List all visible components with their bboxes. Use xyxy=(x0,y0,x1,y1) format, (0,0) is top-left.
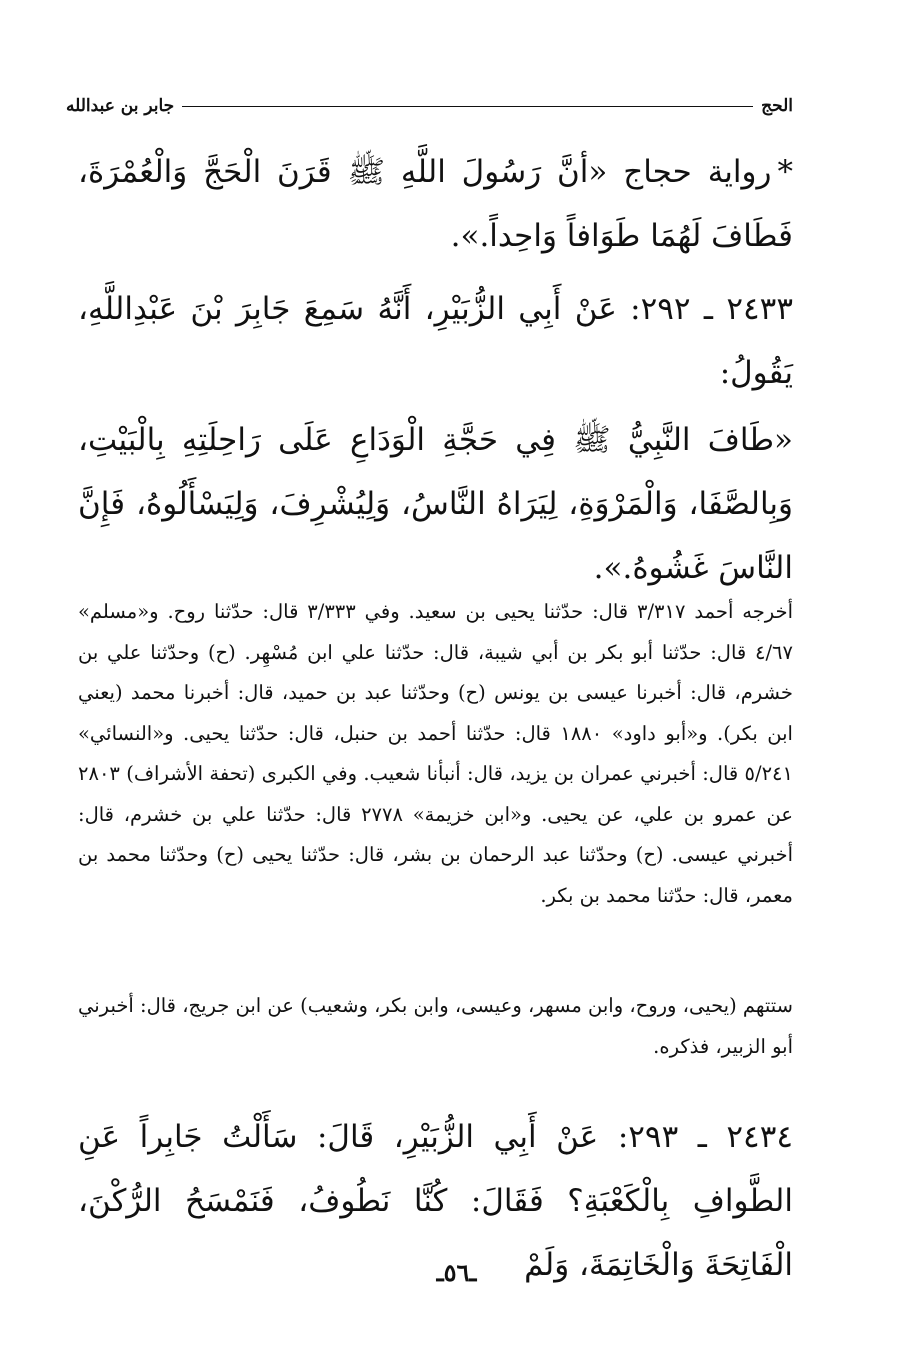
takhrij-text: أخرجه أحمد ٣/٣١٧ قال: حدّثنا يحيى بن سعيد. وفي ٣/٣٣٣ قال: حدّثنا روح. و«مسلم» ٤/٦٧ قال: حدّثنا أبو بكر بن أبي شيبة، قال: حدّثنا علي ابن مُسْهِر. (ح) وحدّثنا علي بن خشرم، قال: أخبرنا عيسى بن يونس (ح) وحدّثنا عبد بن حميد، قال: أخبرنا محمد (يعني ابن بكر). و«أبو داود» ١٨٨٠ قال: حدّثنا أحمد بن حنبل، قال: حدّثنا يحيى. و«النسائي» ٥/٢٤١ قال: أخبرني عمران بن يزيد، قال: أنبأنا شعيب. وفي الكبرى (تحفة الأشراف) ٢٨٠٣ عن عمرو بن علي، عن يحيى. و«ابن خزيمة» ٢٧٧٨ قال: حدّثنا علي بن خشرم، قال: أخبرني عيسى. (ح) وحدّثنا عبد الرحمان بن بشر، قال: حدّثنا يحيى (ح) وحدّثنا محمد بن معمر، قال: حدّثنا محمد بن بكر. xyxy=(78,600,793,907)
header-rule xyxy=(182,106,753,107)
hadith-2433-intro xyxy=(78,277,793,405)
section-title: جابر بن عبدالله xyxy=(66,96,175,116)
hadith-intro-text: ٢٤٣٣ ـ ٢٩٢: عَنْ أَبِي الزُّبَيْرِ، أَنَّهُ سَمِعَ جَابِرَ بْنَ عَبْدِاللَّهِ، يَقُولُ: xyxy=(78,291,793,391)
takhrij-summary-paragraph xyxy=(78,986,793,1067)
page-number: ـ٥٦ـ xyxy=(436,1258,477,1287)
running-header xyxy=(66,96,793,116)
hadith-matn-text: «طَافَ النَّبِيُّ ﷺ فِي حَجَّةِ الْوَدَاعِ عَلَى رَاحِلَتِهِ بِالْبَيْتِ، وَبِالصَّفَا، وَالْمَرْوَةِ، لِيَرَاهُ النَّاسُ، وَلِيُشْرِفَ، وَلِيَسْأَلُوهُ، فَإِنَّ النَّاسَ غَشُوهُ.». xyxy=(78,422,793,586)
hadith-variant-paragraph xyxy=(78,140,793,268)
variant-text: رواية حجاج «أنَّ رَسُولَ اللَّهِ ﷺ قَرَنَ الْحَجَّ وَالْعُمْرَةَ، فَطَافَ لَهُمَا طَوَافاً وَاحِداً.». xyxy=(78,154,793,254)
takhrij-paragraph xyxy=(78,592,793,916)
chapter-title: الحج xyxy=(761,96,793,116)
takhrij-summary-text: ستتهم (يحيى، وروح، وابن مسهر، وعيسى، وابن بكر، وشعيب) عن ابن جريج، قال: أخبرني أبو الزبير، فذكره. xyxy=(78,994,793,1058)
star-marker: * xyxy=(777,154,793,190)
hadith-2434-matn: ٢٤٣٤ ـ ٢٩٣: عَنْ أَبِي الزُّبَيْرِ، قَالَ: سَأَلْتُ جَابِراً عَنِ الطَّوافِ بِالْكَعْبَةِ؟ فَقَالَ: كُنَّا نَطُوفُ، فَنَمْسَحُ الرُّكْنَ، الْفَاتِحَةَ وَالْخَاتِمَةَ، وَلَمْ xyxy=(78,1119,793,1283)
hadith-2433-text xyxy=(78,408,793,600)
